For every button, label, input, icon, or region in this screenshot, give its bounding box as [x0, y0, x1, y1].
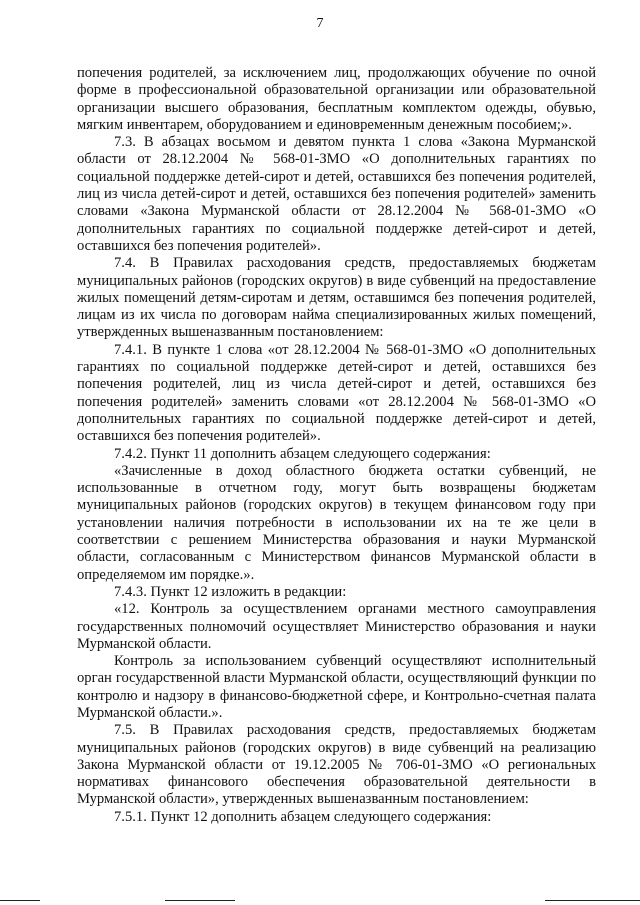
paragraph-7-3: 7.3. В абзацах восьмом и девятом пункта 1 слова «Закона Мурманской области от 28.12.2004 № 568-01-ЗМО «О дополнительных гарантиях по социальной поддержке детей-сирот и детей, оставшихся без попечения родителей, лиц из числа детей-сирот и детей, оставшихся без попечения родителей» заменить словами «Закона Мурманской области от 28.12.2004 № 568-01-ЗМО «О дополнительных гарантиях по социальной поддержке детей-сирот и детей, оставшихся без попечения родителей».: [77, 134, 596, 254]
paragraph-quote-12: «12. Контроль за осуществлением органами местного самоуправления государственных полномочий осуществляет Министерство образования и науки Мурманской области.: [77, 601, 596, 652]
paragraph-7-5-1: 7.5.1. Пункт 12 дополнить абзацем следующего содержания:: [114, 808, 492, 825]
paragraph-quote-subventions: «Зачисленные в доход областного бюджета остатки субвенций, не использованные в отчетном году, могут быть возвращены бюджетам муниципальных районов (городских округов) в текущем финансовом году при установлении наличия потребности в использовании их на те же цели в соответствии с решением Министерства образования и науки Мурманской области, согласованным с Министерством финансов Мурманской области в определяемом им порядке.».: [77, 462, 596, 583]
paragraph-7-4: 7.4. В Правилах расходования средств, предоставляемых бюджетам муниципальных районов (городских округов) в виде субвенций на предоставление жилых помещений детям-сиротам и детям, оставшимся без попечения родителей, лицам из их числа по договорам найма специализированных жилых помещений, утвержденных вышеназванным постановлением:: [77, 255, 596, 341]
bottom-edge-mark-center: [165, 900, 235, 901]
bottom-edge-mark-right: [545, 900, 640, 901]
paragraph-continuation: попечения родителей, за исключением лиц, продолжающих обучение по очной форме в профессиональной образовательной организации или образовательной организации высшего образования, бесплатным комплектом одежды, обувью, мягким инвентарем, оборудованием и единовременным денежным пособием;».: [77, 65, 596, 133]
paragraph-7-4-1: 7.4.1. В пункте 1 слова «от 28.12.2004 № 568-01-ЗМО «О дополнительных гарантиях по социальной поддержке детей-сирот и детей, оставшихся без попечения родителей, лиц из числа детей-сирот и детей, оставшихся без попечения родителей» заменить словами «от 28.12.2004 № 568-01-ЗМО «О дополнительных гарантиях по социальной поддержке детей-сирот и детей, оставшихся без попечения родителей».: [77, 341, 596, 445]
paragraph-control: Контроль за использованием субвенций осуществляют исполнительный орган государственной власти Мурманской области, осуществляющий функции по контролю и надзору в финансово-бюджетной сфере, и Контрольно-счетная палата Мурманской области.».: [77, 653, 596, 721]
paragraph-7-4-2: 7.4.2. Пункт 11 дополнить абзацем следующего содержания:: [114, 445, 491, 462]
paragraph-7-5: 7.5. В Правилах расходования средств, предоставляемых бюджетам муниципальных районов (городских округов) в виде субвенций на реализацию Закона Мурманской области от 19.12.2005 № 706-01-ЗМО «О региональных нормативах финансового обеспечения образовательной деятельности в Мурманской области», утвержденных вышеназванным постановлением:: [77, 722, 596, 808]
page-number: 7: [316, 16, 324, 31]
document-body: [77, 65, 596, 826]
bottom-edge-mark-left: [0, 900, 40, 901]
paragraph-7-4-3: 7.4.3. Пункт 12 изложить в редакции:: [114, 583, 347, 600]
